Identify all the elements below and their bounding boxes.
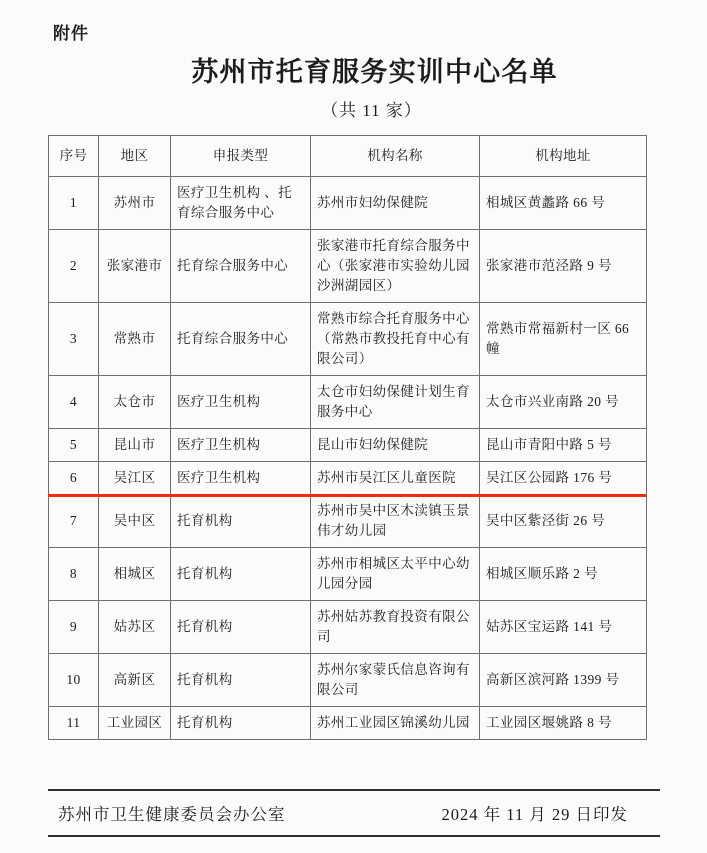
table-row xyxy=(49,495,647,548)
cell-no: 4 xyxy=(49,376,99,429)
red-annotation-line xyxy=(48,494,646,497)
table-row xyxy=(49,177,647,230)
cell-type: 医疗卫生机构 xyxy=(171,376,311,429)
cell-name: 常熟市综合托育服务中心（常熟市教投托育中心有限公司） xyxy=(311,303,480,376)
cell-no: 5 xyxy=(49,429,99,462)
document-footer xyxy=(48,789,660,837)
cell-name: 苏州市吴中区木渎镇玉景伟才幼儿园 xyxy=(311,495,480,548)
cell-area: 吴中区 xyxy=(99,495,171,548)
cell-name: 张家港市托育综合服务中心（张家港市实验幼儿园沙洲湖园区） xyxy=(311,230,480,303)
table-row xyxy=(49,429,647,462)
cell-address: 吴中区紫泾街 26 号 xyxy=(480,495,647,548)
cell-no: 9 xyxy=(49,601,99,654)
cell-no: 11 xyxy=(49,707,99,740)
cell-type: 托育综合服务中心 xyxy=(171,230,311,303)
cell-address: 工业园区堰姚路 8 号 xyxy=(480,707,647,740)
cell-address: 太仓市兴业南路 20 号 xyxy=(480,376,647,429)
table-row xyxy=(49,707,647,740)
cell-type: 医疗卫生机构 xyxy=(171,462,311,495)
cell-area: 相城区 xyxy=(99,548,171,601)
listing-table-container xyxy=(48,135,646,740)
footer-content-row xyxy=(48,791,660,835)
table-row xyxy=(49,462,647,495)
cell-area: 昆山市 xyxy=(99,429,171,462)
cell-name: 苏州工业园区锦溪幼儿园 xyxy=(311,707,480,740)
table-row xyxy=(49,548,647,601)
cell-name: 苏州市吴江区儿童医院 xyxy=(311,462,480,495)
table-header-row xyxy=(49,136,647,177)
footer-issue-date: 2024 年 11 月 29 日印发 xyxy=(441,805,628,824)
cell-name: 苏州市相城区太平中心幼儿园分园 xyxy=(311,548,480,601)
cell-address: 吴江区公园路 176 号 xyxy=(480,462,647,495)
cell-address: 昆山市青阳中路 5 号 xyxy=(480,429,647,462)
cell-address: 高新区滨河路 1399 号 xyxy=(480,654,647,707)
cell-address: 相城区黄蠡路 66 号 xyxy=(480,177,647,230)
cell-area: 太仓市 xyxy=(99,376,171,429)
cell-no: 6 xyxy=(49,462,99,495)
column-header-address: 机构地址 xyxy=(480,136,647,177)
cell-area: 常熟市 xyxy=(99,303,171,376)
cell-area: 高新区 xyxy=(99,654,171,707)
attachment-label: 附件 xyxy=(53,24,89,43)
cell-area: 吴江区 xyxy=(99,462,171,495)
cell-type: 托育综合服务中心 xyxy=(171,303,311,376)
cell-name: 苏州姑苏教育投资有限公司 xyxy=(311,601,480,654)
cell-area: 张家港市 xyxy=(99,230,171,303)
cell-type: 托育机构 xyxy=(171,495,311,548)
institution-listing-table xyxy=(48,135,647,740)
cell-address: 常熟市常福新村一区 66 幢 xyxy=(480,303,647,376)
cell-area: 姑苏区 xyxy=(99,601,171,654)
column-header-type: 申报类型 xyxy=(171,136,311,177)
cell-name: 苏州市妇幼保健院 xyxy=(311,177,480,230)
cell-no: 2 xyxy=(49,230,99,303)
page-title: 苏州市托育服务实训中心名单 xyxy=(191,57,558,87)
cell-name: 苏州尔家蒙氏信息咨询有限公司 xyxy=(311,654,480,707)
page-subtitle: （共 11 家） xyxy=(321,101,422,120)
cell-name: 太仓市妇幼保健计划生育服务中心 xyxy=(311,376,480,429)
cell-no: 1 xyxy=(49,177,99,230)
cell-address: 相城区顺乐路 2 号 xyxy=(480,548,647,601)
cell-area: 苏州市 xyxy=(99,177,171,230)
cell-type: 医疗卫生机构 、托育综合服务中心 xyxy=(171,177,311,230)
cell-type: 托育机构 xyxy=(171,707,311,740)
cell-no: 3 xyxy=(49,303,99,376)
cell-type: 托育机构 xyxy=(171,601,311,654)
column-header-name: 机构名称 xyxy=(311,136,480,177)
cell-area: 工业园区 xyxy=(99,707,171,740)
cell-type: 托育机构 xyxy=(171,654,311,707)
table-row xyxy=(49,654,647,707)
cell-no: 8 xyxy=(49,548,99,601)
cell-type: 托育机构 xyxy=(171,548,311,601)
cell-no: 10 xyxy=(49,654,99,707)
cell-type: 医疗卫生机构 xyxy=(171,429,311,462)
table-row xyxy=(49,303,647,376)
column-header-area: 地区 xyxy=(99,136,171,177)
cell-address: 姑苏区宝运路 141 号 xyxy=(480,601,647,654)
table-body xyxy=(49,177,647,740)
footer-issuer: 苏州市卫生健康委员会办公室 xyxy=(58,805,286,824)
cell-address: 张家港市范泾路 9 号 xyxy=(480,230,647,303)
cell-no: 7 xyxy=(49,495,99,548)
footer-rule-bottom xyxy=(48,835,660,837)
table-row xyxy=(49,230,647,303)
column-header-no: 序号 xyxy=(49,136,99,177)
table-row xyxy=(49,376,647,429)
table-row xyxy=(49,601,647,654)
cell-name: 昆山市妇幼保健院 xyxy=(311,429,480,462)
